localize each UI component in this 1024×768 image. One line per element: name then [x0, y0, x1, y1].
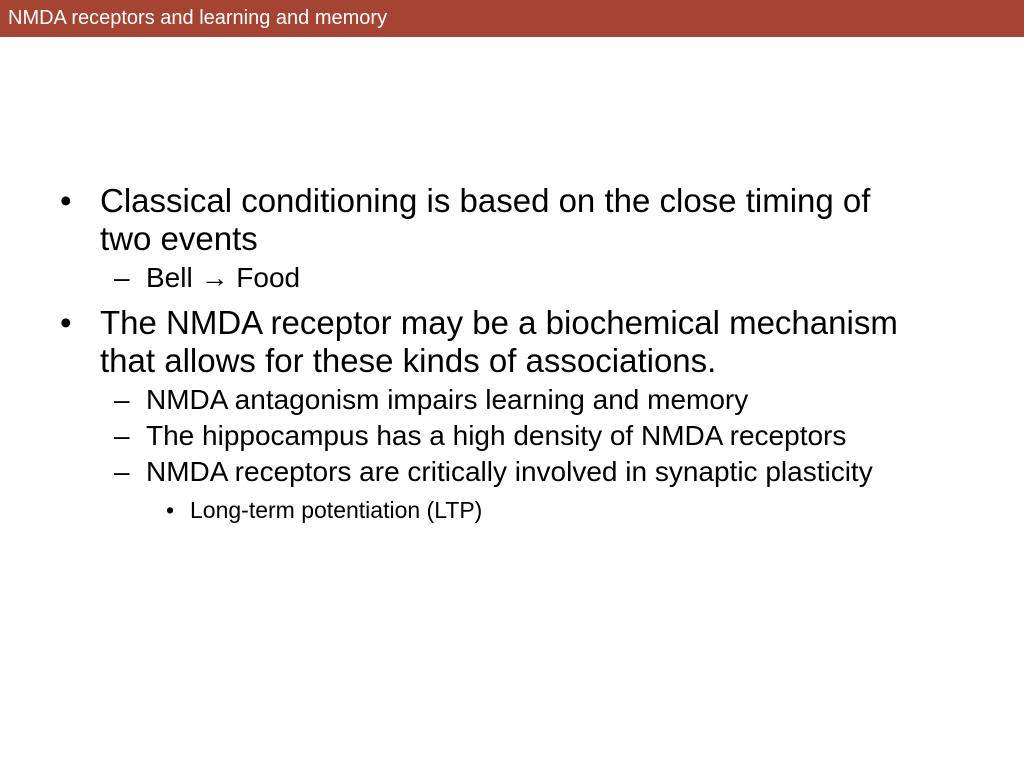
- sub-item: [0, 384, 906, 416]
- sub-sub-item-text: Long-term potentiation (LTP): [190, 497, 483, 523]
- bullet-marker: •: [60, 304, 72, 341]
- header-title: NMDA receptors and learning and memory: [8, 7, 388, 29]
- dash-marker: –: [114, 456, 130, 487]
- bullet-marker: •: [60, 182, 72, 219]
- dash-marker: –: [114, 420, 130, 451]
- sub-item-text: NMDA antagonism impairs learning and memory: [146, 384, 749, 415]
- bullet-item: [0, 182, 920, 258]
- bullet-item: [0, 304, 920, 380]
- bullet-text: Classical conditioning is based on the close timing of two events: [100, 182, 871, 257]
- slide-body: [0, 182, 1024, 524]
- arrow-right-icon: →: [200, 262, 229, 293]
- slide-header: [0, 0, 1024, 37]
- sub-item-text: The hippocampus has a high density of NMDA receptors: [146, 420, 847, 451]
- sub-item: [0, 456, 906, 488]
- sub-item: [0, 262, 906, 294]
- dash-marker: –: [114, 384, 130, 415]
- small-bullet-marker: •: [166, 497, 175, 523]
- sub-item-right: Food: [236, 262, 301, 293]
- sub-item: [0, 420, 906, 452]
- dash-marker: –: [114, 262, 130, 293]
- sub-item-left: Bell: [146, 262, 193, 293]
- bullet-text: The NMDA receptor may be a biochemical mechanism that allows for these kinds of associations.: [100, 304, 898, 379]
- sub-sub-item: [0, 496, 910, 524]
- sub-item-text: NMDA receptors are critically involved in synaptic plasticity: [146, 456, 873, 487]
